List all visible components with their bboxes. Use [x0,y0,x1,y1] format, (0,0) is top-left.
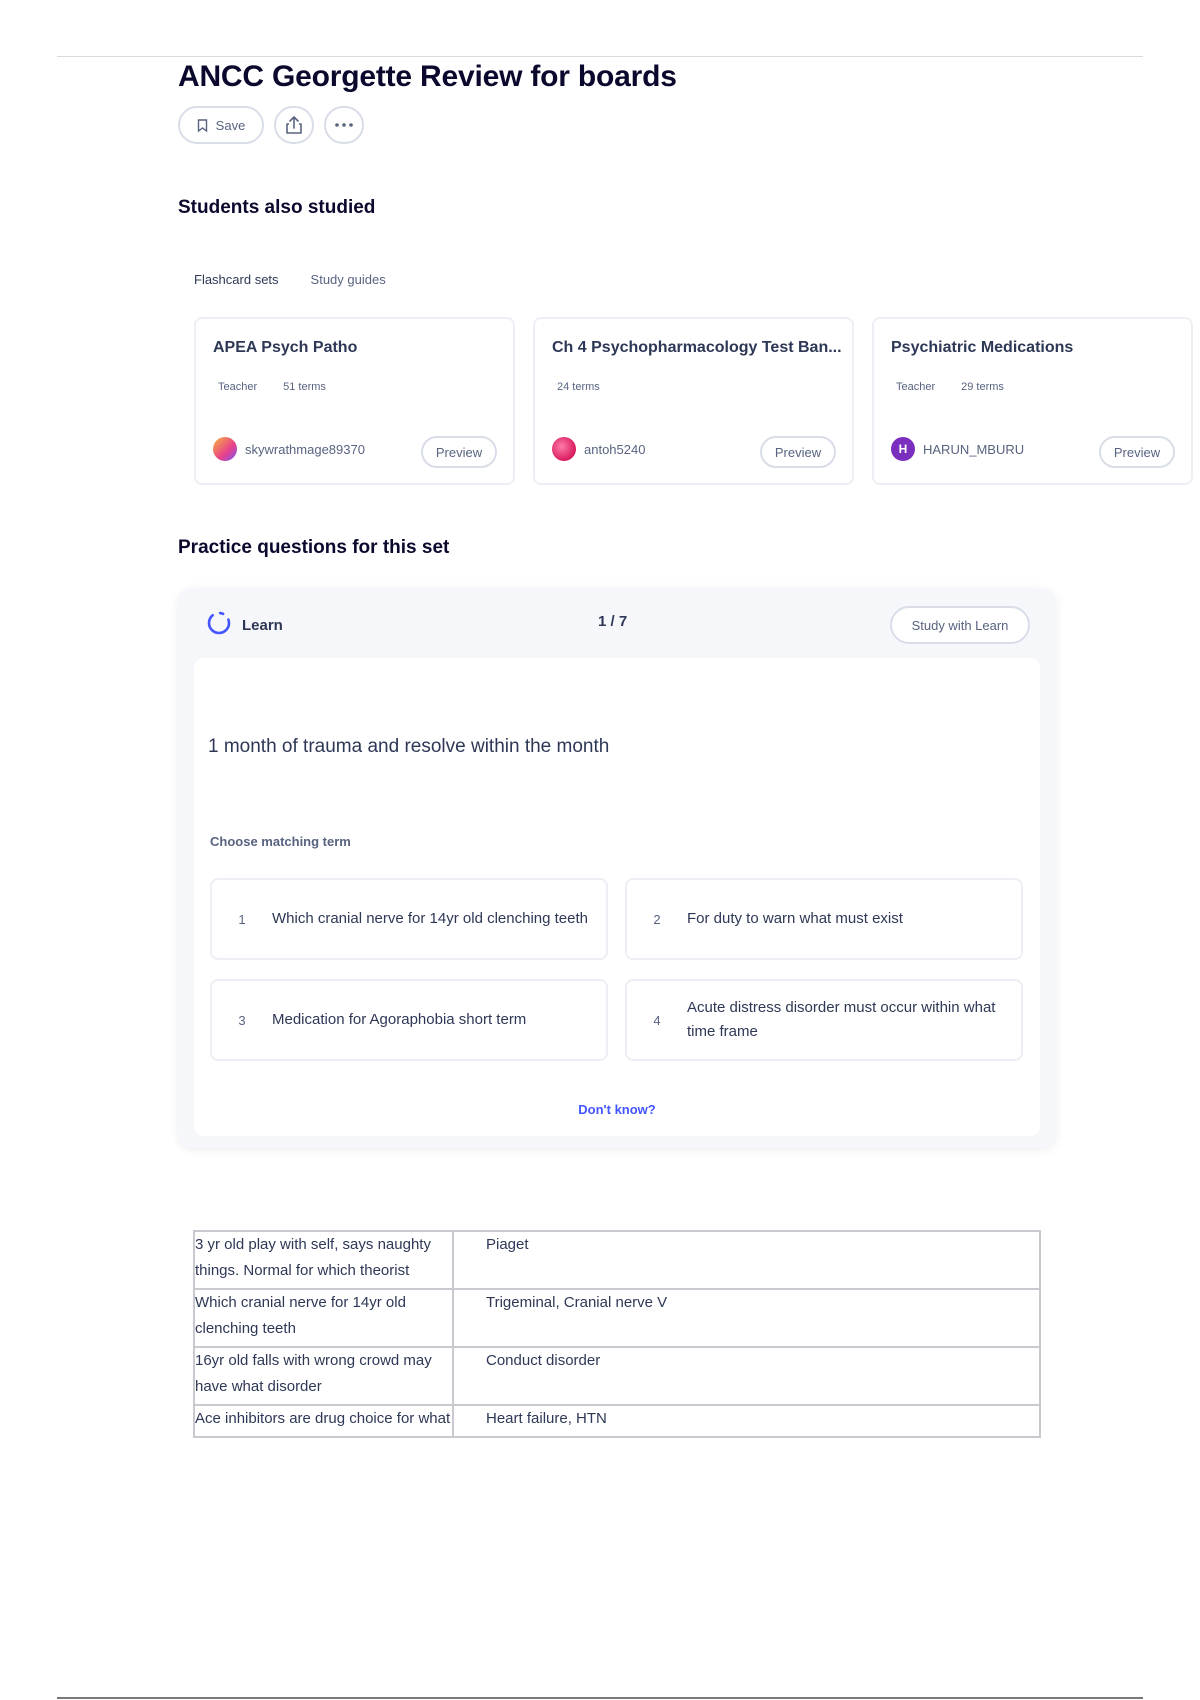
set-title: Psychiatric Medications [891,339,1074,356]
question-panel [194,658,1040,1136]
term-cell: Ace inhibitors are drug choice for what [194,1405,453,1437]
teacher-badge: Teacher [896,381,936,393]
tab-study-guides[interactable]: Study guides [310,272,386,287]
learn-mode [206,610,283,640]
more-options-button[interactable] [324,106,364,144]
related-set-card[interactable] [194,317,515,485]
definition-cell: Piaget [453,1231,1040,1289]
preview-button[interactable]: Preview [760,436,836,468]
page-title: ANCC Georgette Review for boards [178,60,677,93]
option-number: 1 [238,911,246,927]
related-tabs [194,272,386,287]
learn-icon [206,610,232,640]
option-text: Which cranial nerve for 14yr old clenching teeth [272,910,588,927]
set-meta [896,381,1004,393]
option-text: Acute distress disorder must occur within what time frame [687,999,996,1040]
set-title: Ch 4 Psychopharmacology Test Ban... [552,339,842,356]
bottom-divider [57,1697,1143,1699]
option-number: 2 [653,911,661,927]
question-counter: 1 / 7 [598,613,628,630]
students-also-studied-heading: Students also studied [178,197,376,218]
table-row [194,1347,1040,1405]
more-icon [334,122,354,128]
term-count: 24 terms [557,381,600,393]
save-button[interactable] [178,106,264,144]
author-name: HARUN_MBURU [923,441,1025,457]
learn-label: Learn [242,616,283,634]
practice-questions-heading: Practice questions for this set [178,537,450,558]
set-meta [557,381,600,393]
dont-know-link[interactable]: Don't know? [578,1102,656,1117]
definition-cell: Trigeminal, Cranial nerve V [453,1289,1040,1347]
term-count: 51 terms [283,381,326,393]
choose-prompt: Choose matching term [210,834,351,849]
set-author[interactable] [213,437,365,461]
set-author[interactable] [552,437,645,461]
terms-table [193,1230,1041,1438]
answer-option[interactable] [210,878,608,960]
answer-option[interactable] [625,979,1023,1061]
related-sets-carousel [194,317,1161,487]
table-row [194,1231,1040,1289]
option-text: For duty to warn what must exist [687,910,903,927]
set-author[interactable] [891,437,1024,461]
set-meta [218,381,326,393]
author-name: skywrathmage89370 [245,441,365,457]
avatar [213,437,237,461]
author-name: antoh5240 [584,441,646,457]
question-text: 1 month of trauma and resolve within the month [208,736,610,757]
answer-option[interactable] [210,979,608,1061]
bookmark-icon [197,119,208,132]
option-number: 3 [238,1012,246,1028]
term-cell: 3 yr old play with self, says naughty things. Normal for which theorist [194,1231,453,1289]
preview-button[interactable]: Preview [421,436,497,468]
practice-question-card [178,588,1056,1148]
share-button[interactable] [274,106,314,144]
related-set-card[interactable] [533,317,854,485]
term-cell: Which cranial nerve for 14yr old clenching teeth [194,1289,453,1347]
save-label: Save [215,117,246,133]
answer-option[interactable] [625,878,1023,960]
set-actions [178,106,364,144]
preview-button[interactable]: Preview [1099,436,1175,468]
table-row [194,1405,1040,1437]
definition-cell: Conduct disorder [453,1347,1040,1405]
study-with-learn-button[interactable]: Study with Learn [890,606,1030,644]
definition-cell: Heart failure, HTN [453,1405,1040,1437]
term-cell: 16yr old falls with wrong crowd may have what disorder [194,1347,453,1405]
term-count: 29 terms [961,381,1004,393]
option-text: Medication for Agoraphobia short term [272,1011,527,1028]
related-set-card[interactable] [872,317,1193,485]
teacher-badge: Teacher [218,381,258,393]
top-divider [57,56,1143,57]
table-row [194,1289,1040,1347]
avatar: H [891,437,915,461]
option-number: 4 [653,1012,661,1028]
tab-flashcard-sets[interactable]: Flashcard sets [194,272,279,287]
avatar [552,437,576,461]
share-icon [285,115,303,135]
set-title: APEA Psych Patho [213,339,358,356]
